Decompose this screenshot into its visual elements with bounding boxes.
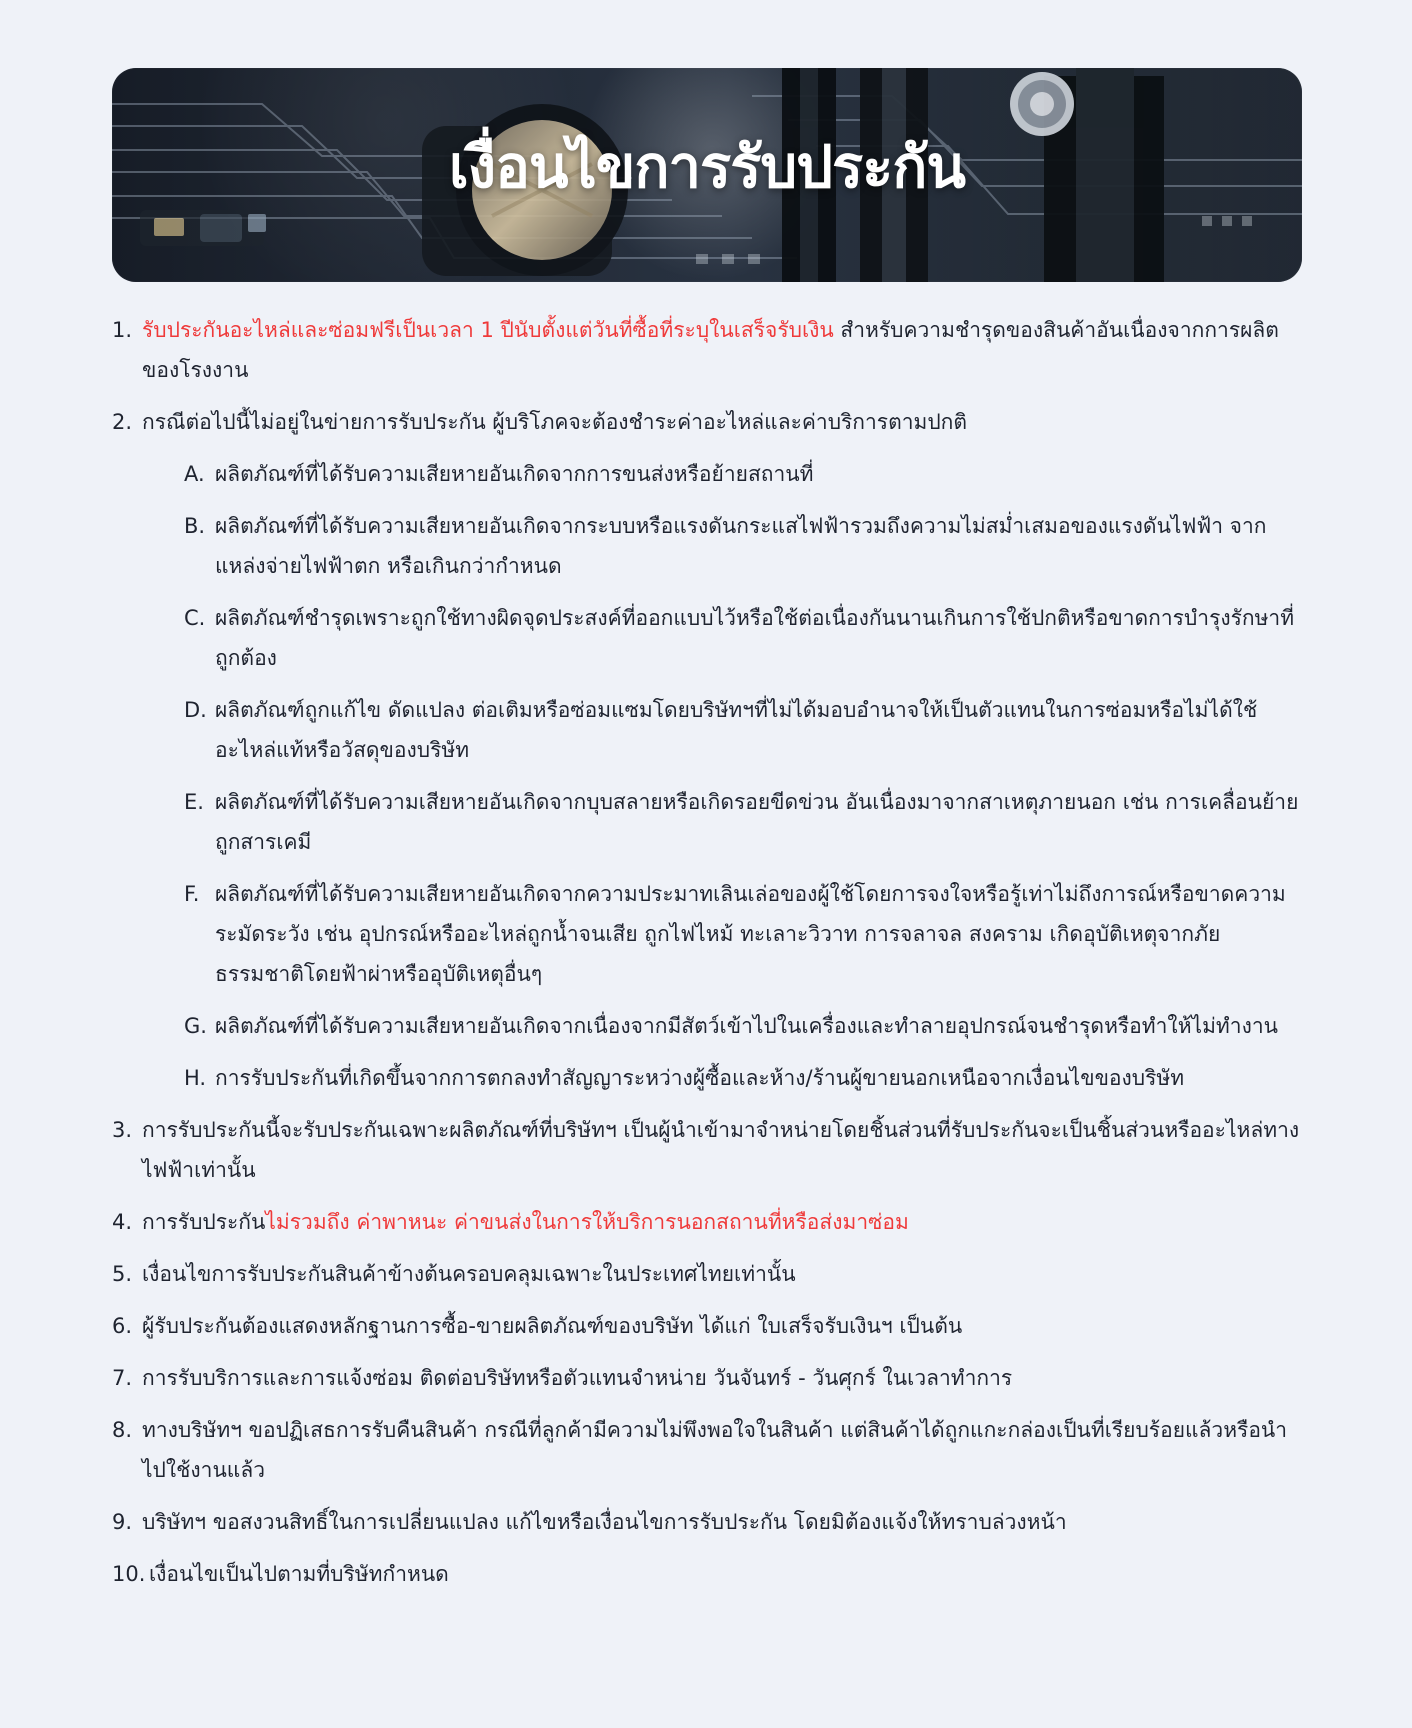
term-item-4 [112,1202,1302,1242]
term-number: 2. [112,410,133,434]
term-number: 1. [112,318,133,342]
term-body: กรณีต่อไปนี้ไม่อยู่ในข่ายการรับประกัน ผู้บริโภคจะต้องชำระค่าอะไหล่และค่าบริการตามปกติ [142,410,968,434]
term-text [142,310,1302,390]
warranty-terms [112,310,1302,1594]
term-body: การรับบริการและการแจ้งซ่อม ติดต่อบริษัทหรือตัวแทนจำหน่าย วันจันทร์ - วันศุกร์ ในเวลาทำการ [142,1366,1013,1390]
subitem-letter: F. [184,882,200,906]
term-number: 8. [112,1418,133,1442]
term-item-10 [112,1554,1302,1594]
term-body: เงื่อนไขการรับประกันสินค้าข้างต้นครอบคลุมเฉพาะในประเทศไทยเท่านั้น [142,1262,796,1286]
term-body: เงื่อนไขเป็นไปตามที่บริษัทกำหนด [149,1562,449,1586]
subitem-h [184,1058,1302,1098]
subitem-text: ผลิตภัณฑ์ที่ได้รับความเสียหายอันเกิดจากเนื่องจากมีสัตว์เข้าไปในเครื่องและทำลายอุปกรณ์จนชำรุดหรือทำให้ไม่ทำงาน [215,1014,1278,1038]
term-number: 9. [112,1510,133,1534]
subitem-letter: E. [184,790,204,814]
term-highlight: ไม่รวมถึง ค่าพาหนะ ค่าขนส่งในการให้บริการนอกสถานที่หรือส่งมาซ่อม [265,1210,909,1234]
subitem-letter: A. [184,462,205,486]
term-number: 7. [112,1366,133,1390]
term-item-5 [112,1254,1302,1294]
term-text [142,402,1302,1098]
terms-list [112,310,1302,1594]
term-item-3 [112,1110,1302,1190]
term-number: 10. [112,1562,146,1586]
subitem-text: ผลิตภัณฑ์ที่ได้รับความเสียหายอันเกิดจากความประมาทเลินเล่อของผู้ใช้โดยการจงใจหรือรู้เท่าไม่ถึงการณ์หรือขาดความระมัดระวัง เช่น อุปกรณ์หรืออะไหล่ถูกน้ำจนเสีย ถูกไฟไหม้ ทะเลาะวิวาท การจลาจล สงคราม เกิดอุบัติเหตุจากภัยธรรมชาติโดยฟ้าผ่าหรืออุบัติเหตุอื่นๆ [215,882,1286,986]
subitem-a [184,454,1302,494]
term-item-7 [112,1358,1302,1398]
term-number: 6. [112,1314,133,1338]
subitem-d [184,690,1302,770]
subitem-text: ผลิตภัณฑ์ที่ได้รับความเสียหายอันเกิดจากการขนส่งหรือย้ายสถานที่ [215,462,814,486]
subitem-letter: D. [184,698,207,722]
term-body: ทางบริษัทฯ ขอปฏิเสธการรับคืนสินค้า กรณีที่ลูกค้ามีความไม่พึงพอใจในสินค้า แต่สินค้าได้ถูกแกะกล่องเป็นที่เรียบร้อยแล้วหรือนำไปใช้งานแล้ว [142,1418,1288,1482]
term-item-8 [112,1410,1302,1490]
subitem-text: การรับประกันที่เกิดขึ้นจากการตกลงทำสัญญาระหว่างผู้ซื้อและห้าง/ร้านผู้ขายนอกเหนือจากเงื่อนไขของบริษัท [215,1066,1185,1090]
subitem-b [184,506,1302,586]
subitem-text: ผลิตภัณฑ์ชำรุดเพราะถูกใช้ทางผิดจุดประสงค์ที่ออกแบบไว้หรือใช้ต่อเนื่องกันนานเกินการใช้ปกติหรือขาดการบำรุงรักษาที่ถูกต้อง [215,606,1295,670]
subitem-f [184,874,1302,994]
subitem-letter: G. [184,1014,207,1038]
term-number: 4. [112,1210,133,1234]
subitem-text: ผลิตภัณฑ์ที่ได้รับความเสียหายอันเกิดจากบุบสลายหรือเกิดรอยขีดข่วน อันเนื่องมาจากสาเหตุภายนอก เช่น การเคลื่อนย้าย ถูกสารเคมี [215,790,1299,854]
subitem-g [184,1006,1302,1046]
subitem-text: ผลิตภัณฑ์ถูกแก้ไข ดัดแปลง ต่อเติมหรือซ่อมแซมโดยบริษัทฯที่ไม่ได้มอบอำนาจให้เป็นตัวแทนในการซ่อมหรือไม่ได้ใช้อะไหล่แท้หรือวัสดุของบริษัท [215,698,1258,762]
subitem-c [184,598,1302,678]
term-item-9 [112,1502,1302,1542]
term-item-1 [112,310,1302,390]
subitem-letter: B. [184,514,206,538]
term-body: การรับประกันนี้จะรับประกันเฉพาะผลิตภัณฑ์ที่บริษัทฯ เป็นผู้นำเข้ามาจำหน่ายโดยชิ้นส่วนที่รับประกันจะเป็นชิ้นส่วนหรืออะไหล่ทางไฟฟ้าเท่านั้น [142,1118,1300,1182]
term-item-2 [112,402,1302,1098]
term-body: บริษัทฯ ขอสงวนสิทธิ์ในการเปลี่ยนแปลง แก้ไขหรือเงื่อนไขการรับประกัน โดยมิต้องแจ้งให้ทราบล่วงหน้า [142,1510,1067,1534]
term-number: 5. [112,1262,133,1286]
term-body: ผู้รับประกันต้องแสดงหลักฐานการซื้อ-ขายผลิตภัณฑ์ของบริษัท ได้แก่ ใบเสร็จรับเงินฯ เป็นต้น [142,1314,963,1338]
subitem-text: ผลิตภัณฑ์ที่ได้รับความเสียหายอันเกิดจากระบบหรือแรงดันกระแสไฟฟ้ารวมถึงความไม่สม่ำเสมอของแรงดันไฟฟ้า จากแหล่งจ่ายไฟฟ้าตก หรือเกินกว่ากำหนด [215,514,1267,578]
term-item-6 [112,1306,1302,1346]
subitem-e [184,782,1302,862]
term-number: 3. [112,1118,133,1142]
subitem-letter: H. [184,1066,207,1090]
term-body: สำหรับความชำรุดของสินค้าอันเนื่องจากการผลิตของโรงงาน [142,318,1279,382]
warranty-page [112,68,1302,1606]
page-title: เงื่อนไขการรับประกัน [448,133,966,201]
term-subitems [184,454,1302,1098]
term-highlight: รับประกันอะไหล่และซ่อมฟรีเป็นเวลา 1 ปีนับตั้งแต่วันที่ซื้อที่ระบุในเสร็จรับเงิน [142,318,834,342]
term-body: การรับประกัน [142,1210,266,1234]
term-text [142,1202,1302,1242]
subitem-letter: C. [184,606,206,630]
warranty-banner [112,68,1302,282]
